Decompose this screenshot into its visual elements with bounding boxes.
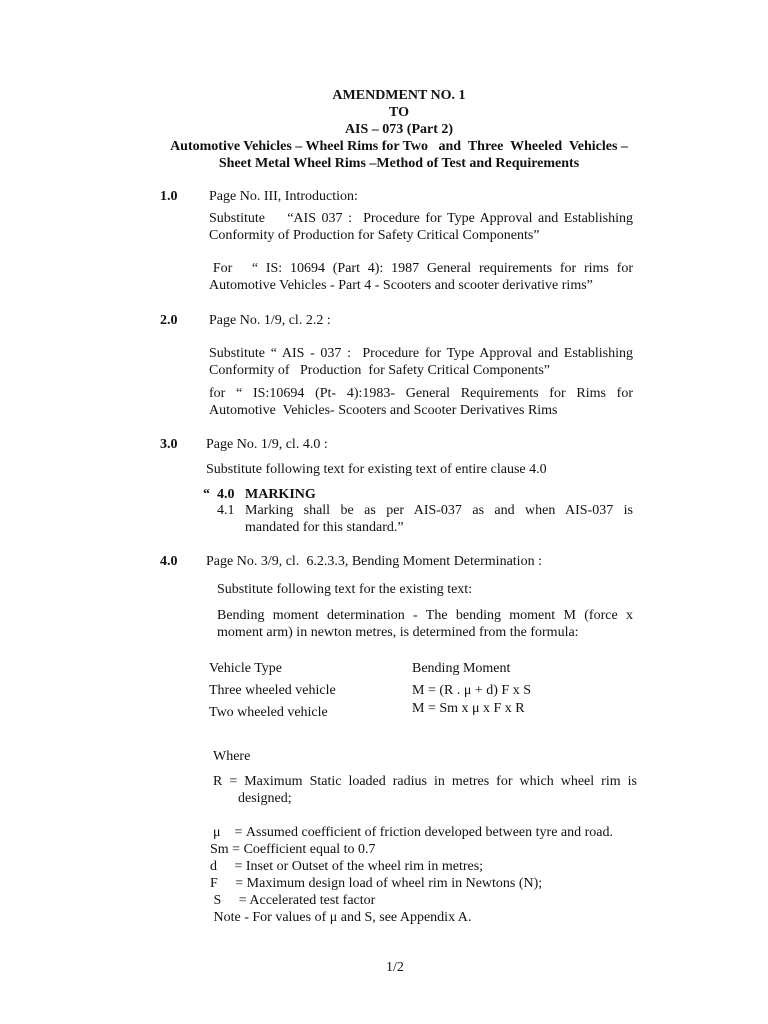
section-4-description-line1: Bending moment determination - The bending moment M (force x xyxy=(217,608,633,623)
section-4-reference: Page No. 3/9, cl. 6.2.3.3, Bending Moment Determination : xyxy=(206,554,542,569)
section-2-for xyxy=(209,385,633,419)
definition-r-line2: designed; xyxy=(238,791,292,806)
section-4-description-line2: moment arm) in newton metres, is determined from the formula: xyxy=(217,625,579,640)
clause-4-1-line1: Marking shall be as per AIS-037 as and when AIS-037 is xyxy=(245,503,633,518)
section-2-for-line1: for “ IS:10694 (Pt- 4):1983- General Requirements for Rims for xyxy=(209,386,633,401)
amendment-title: AMENDMENT NO. 1 xyxy=(332,88,466,103)
table-row-three-wheeled-type: Three wheeled vehicle xyxy=(209,683,336,698)
section-3-reference: Page No. 1/9, cl. 4.0 : xyxy=(206,437,328,452)
section-1-substitute-line2: Conformity of Production for Safety Critical Components” xyxy=(209,228,540,243)
appendix-note: Note - For values of μ and S, see Appendix A. xyxy=(210,910,472,925)
definition-f: F = Maximum design load of wheel rim in Newtons (N); xyxy=(210,876,543,891)
definition-r xyxy=(213,773,637,807)
section-2-substitute-line1: Substitute “ AIS - 037 : Procedure for Type Approval and Establishing xyxy=(209,346,633,361)
section-1-for-line1: For “ IS: 10694 (Part 4): 1987 General requirements for rims for xyxy=(209,261,633,276)
table-row-two-wheeled-formula: M = Sm x μ x F x R xyxy=(412,701,525,716)
clause-4-1-number: 4.1 xyxy=(217,503,235,518)
section-1-for-line2: Automotive Vehicles - Part 4 - Scooters and scooter derivative rims” xyxy=(209,278,593,293)
page-number: 1/2 xyxy=(386,960,404,975)
standard-title-line1: Automotive Vehicles – Wheel Rims for Two and Three Wheeled Vehicles – xyxy=(170,139,628,154)
section-1-substitute xyxy=(209,210,633,244)
section-2-for-line2: Automotive Vehicles- Scooters and Scooter Derivatives Rims xyxy=(209,403,558,418)
section-4-intro: Substitute following text for the existing text: xyxy=(217,582,473,597)
definition-sm: Sm = Coefficient equal to 0.7 xyxy=(210,842,376,857)
section-1-for xyxy=(209,260,633,294)
definition-d: d = Inset or Outset of the wheel rim in metres; xyxy=(210,859,484,874)
table-row-two-wheeled-type: Two wheeled vehicle xyxy=(209,705,328,720)
clause-4-1-line2: mandated for this standard.” xyxy=(245,520,404,535)
section-3-intro: Substitute following text for existing text of entire clause 4.0 xyxy=(206,462,547,477)
definitions-list xyxy=(210,824,613,926)
section-1-reference: Page No. III, Introduction: xyxy=(209,189,358,204)
where-label: Where xyxy=(213,749,251,764)
definition-mu: μ = Assumed coefficient of friction developed between tyre and road. xyxy=(213,825,614,840)
table-header-vehicle-type: Vehicle Type xyxy=(209,661,283,676)
table-header-bending-moment: Bending Moment xyxy=(412,661,511,676)
to-label: TO xyxy=(389,105,409,120)
section-2-substitute-line2: Conformity of Production for Safety Critical Components” xyxy=(209,363,551,378)
definition-s: S = Accelerated test factor xyxy=(210,893,376,908)
section-4-description xyxy=(217,607,633,641)
section-2-substitute xyxy=(209,345,633,379)
section-2-number: 2.0 xyxy=(160,313,178,328)
clause-4-1-text xyxy=(245,502,633,536)
standard-title-line2: Sheet Metal Wheel Rims –Method of Test and Requirements xyxy=(218,156,580,171)
section-4-number: 4.0 xyxy=(160,554,178,569)
definition-r-line1: R = Maximum Static loaded radius in metres for which wheel rim is xyxy=(213,774,637,789)
section-1-substitute-line1: Substitute “AIS 037 : Procedure for Type Approval and Establishing xyxy=(209,211,633,226)
section-1-number: 1.0 xyxy=(160,189,178,204)
standard-id: AIS – 073 (Part 2) xyxy=(344,122,454,137)
section-3-number: 3.0 xyxy=(160,437,178,452)
table-row-three-wheeled-formula: M = (R . μ + d) F x S xyxy=(412,683,531,698)
marking-heading: “ 4.0 MARKING xyxy=(203,487,316,502)
section-2-reference: Page No. 1/9, cl. 2.2 : xyxy=(209,313,331,328)
